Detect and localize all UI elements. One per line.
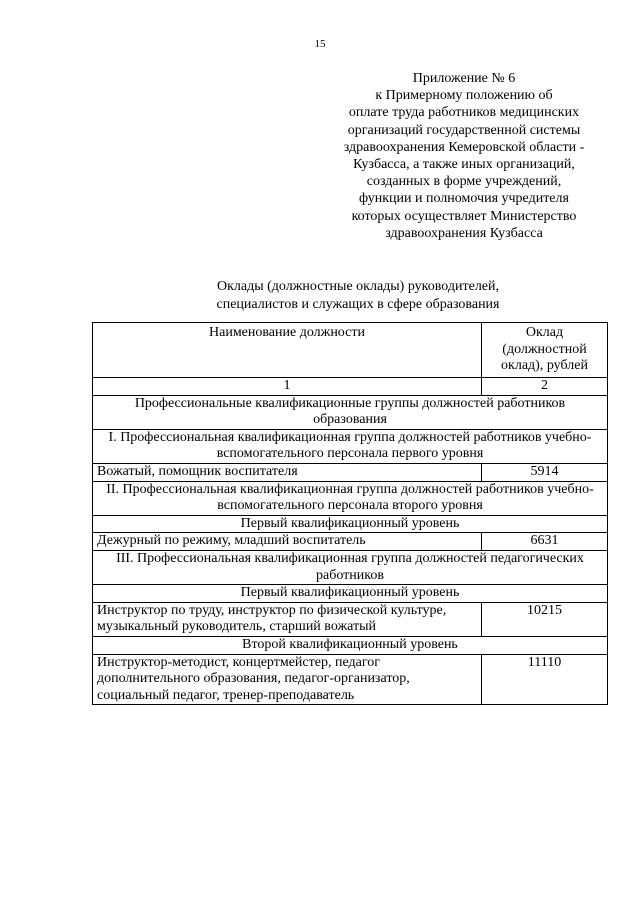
section-row [93, 395, 608, 429]
group-row [93, 429, 608, 463]
salary-value: 5914 [482, 463, 608, 481]
level-row [93, 636, 608, 654]
table-title-line: специалистов и служащих в сфере образования [216, 296, 500, 312]
table-row [93, 533, 608, 551]
table-row [93, 463, 608, 481]
column-number-2: 2 [482, 378, 608, 396]
group-row [93, 550, 608, 584]
group-row [93, 481, 608, 515]
position-name: Вожатый, помощник воспитателя [93, 463, 482, 481]
header-position-name: Наименование должности [93, 323, 482, 378]
appendix-line: здравоохранения Кемеровской области - [343, 139, 585, 155]
level-row [93, 585, 608, 603]
position-name: Инструктор-методист, концертмейстер, педагог дополнительного образования, педагог-организатор, социальный педагог, тренер-преподаватель [93, 654, 482, 705]
appendix-line: созданных в форме учреждений, [366, 174, 562, 190]
level-row [93, 515, 608, 533]
appendix-line: к Примерному положению об [375, 88, 553, 104]
position-name: Дежурный по режиму, младший воспитатель [93, 533, 482, 551]
table-title [0, 278, 640, 313]
header-salary-line: Оклад [525, 325, 564, 340]
column-number-row [93, 378, 608, 396]
appendix-line: которых осуществляет Министерство [351, 208, 577, 224]
column-number-1: 1 [93, 378, 482, 396]
group3-title: III. Профессиональная квалификационная группа должностей педагогических работников [93, 550, 608, 584]
appendix-line: функции и полномочия учредителя [359, 191, 569, 207]
header-salary [482, 323, 608, 378]
group3-level2: Второй квалификационный уровень [93, 636, 608, 654]
appendix-line: оплате труда работников медицинских [348, 105, 580, 121]
group3-level1: Первый квалификационный уровень [93, 585, 608, 603]
header-salary-line: оклад), рублей [501, 358, 588, 374]
salary-value: 11110 [482, 654, 608, 705]
group1-title: I. Профессиональная квалификационная группа должностей работников учебно-вспомогательного персонала первого уровня [93, 429, 608, 463]
salary-value: 10215 [482, 602, 608, 636]
table-row [93, 602, 608, 636]
page-number: 15 [314, 38, 326, 50]
table-row [93, 654, 608, 705]
appendix-line: здравоохранения Кузбасса [385, 225, 543, 241]
pkg-title: Профессиональные квалификационные группы должностей работников образования [93, 395, 608, 429]
appendix-header [318, 70, 610, 242]
group2-level1: Первый квалификационный уровень [93, 515, 608, 533]
table-title-line: Оклады (должностные оклады) руководителей, [216, 279, 500, 294]
salary-value: 6631 [482, 533, 608, 551]
header-salary-line: (должностной [502, 341, 587, 357]
position-name: Инструктор по труду, инструктор по физической культуре, музыкальный руководитель, старший вожатый [93, 602, 482, 636]
salary-table [92, 322, 608, 705]
table-header-row [93, 323, 608, 378]
appendix-line: Приложение № 6 [412, 71, 516, 86]
appendix-line: Кузбасса, а также иных организаций, [353, 157, 575, 173]
appendix-line: организаций государственной системы [347, 122, 581, 138]
group2-title: II. Профессиональная квалификационная группа должностей работников учебно-вспомогательного персонала второго уровня [93, 481, 608, 515]
